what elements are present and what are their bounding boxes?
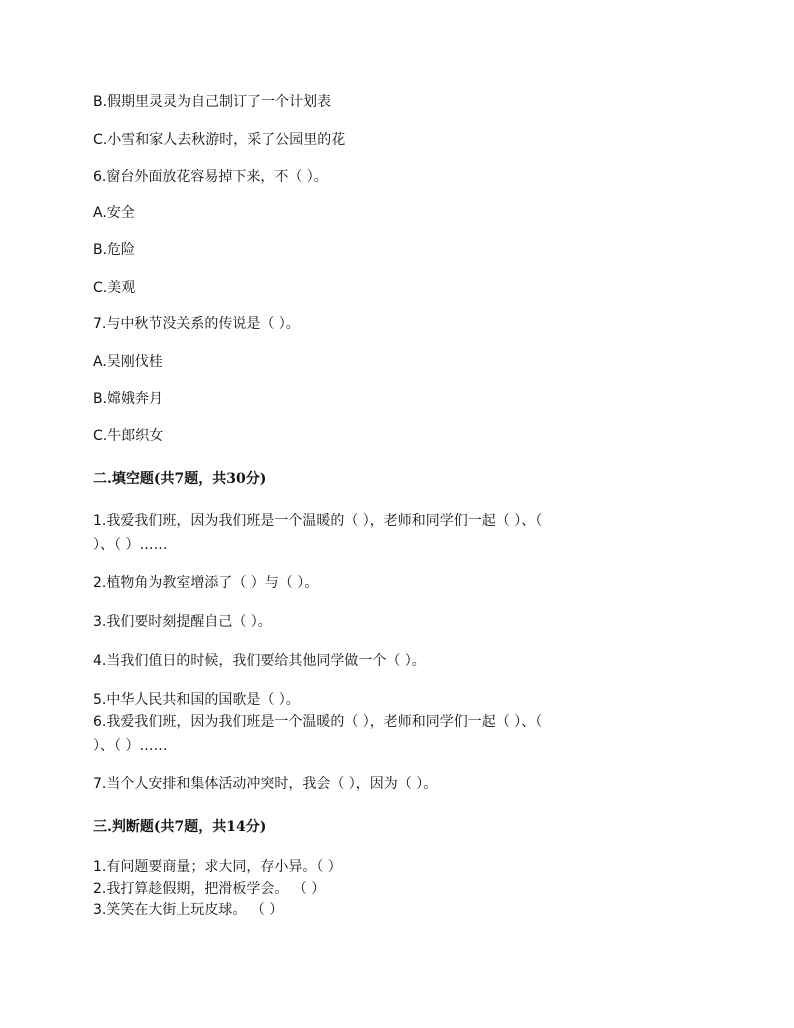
option-c-flowers: C.小雪和家人去秋游时，采了公园里的花: [93, 132, 346, 148]
fill-q1-line-2: ）、（ ）……: [93, 537, 168, 553]
fill-q4: 4.当我们值日的时候，我们要给其他同学做一个（ ）。: [93, 653, 426, 669]
question-7-stem: 7.与中秋节没关系的传说是（ ）。: [93, 316, 300, 332]
option-b-danger: B.危险: [93, 242, 136, 258]
option-c-cowherd: C.牛郎织女: [93, 428, 164, 444]
option-c-beautiful: C.美观: [93, 280, 136, 296]
question-6-stem: 6.窗台外面放花容易掉下来，不（ ）。: [93, 169, 328, 185]
fill-q6-line-1: 6.我爱我们班，因为我们班是一个温暖的（ ），老师和同学们一起（ ）、（: [93, 714, 543, 730]
fill-q1-line-1: 1.我爱我们班，因为我们班是一个温暖的（ ），老师和同学们一起（ ）、（: [93, 513, 543, 529]
fill-q7: 7.当个人安排和集体活动冲突时，我会（ ），因为（ ）。: [93, 776, 438, 792]
section-2-heading: 二.填空题(共7题，共30分): [93, 471, 267, 487]
option-b-change: B.嫦娥奔月: [93, 391, 164, 407]
section-3-heading: 三.判断题(共7题，共14分): [93, 819, 267, 835]
judge-q2: 2.我打算趁假期，把滑板学会。 （ ）: [93, 881, 326, 897]
option-b-plan: B.假期里灵灵为自己制订了一个计划表: [93, 94, 332, 110]
judge-q3: 3.笑笑在大街上玩皮球。 （ ）: [93, 902, 284, 918]
fill-q3: 3.我们要时刻提醒自己（ ）。: [93, 614, 272, 630]
judge-q1: 1.有问题要商量；求大同，存小异。（ ）: [93, 859, 342, 875]
option-a-wugang: A.吴刚伐桂: [93, 354, 163, 370]
fill-q2: 2.植物角为教室增添了（ ）与（ ）。: [93, 575, 319, 591]
fill-q5: 5.中华人民共和国的国歌是（ ）。: [93, 692, 300, 708]
fill-q6-line-2: ）、（ ）……: [93, 738, 168, 754]
option-a-safe: A.安全: [93, 205, 135, 221]
